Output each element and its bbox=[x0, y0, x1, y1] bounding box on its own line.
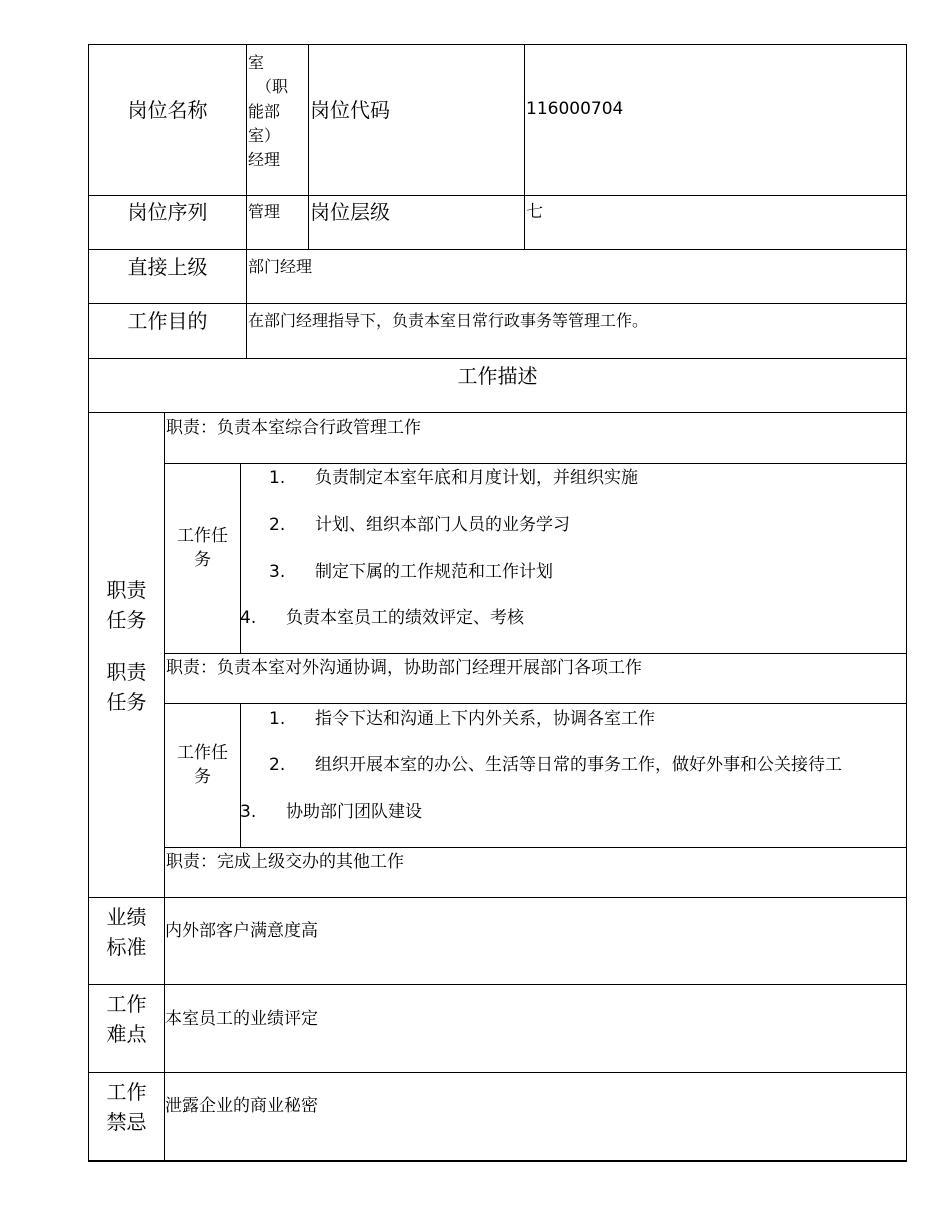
level-value: 七 bbox=[526, 202, 543, 222]
duty-section-label: 职责 任务 bbox=[106, 578, 147, 632]
duty-title: 职责：负责本室综合行政管理工作 bbox=[166, 418, 421, 438]
row-divider bbox=[164, 653, 907, 654]
post-name-label: 岗位名称 bbox=[127, 98, 208, 122]
table-border-right bbox=[906, 44, 907, 1162]
task-item: 1. 负责制定本室年底和月度计划，并组织实施 bbox=[269, 468, 638, 488]
task-label: 工作任 务 bbox=[177, 526, 228, 570]
row-divider bbox=[88, 303, 907, 304]
post-name-value: 室 （职 能部 室） 经理 bbox=[248, 53, 289, 170]
row-divider bbox=[88, 358, 907, 359]
row-divider bbox=[88, 984, 907, 985]
duty-section-label: 职责 任务 bbox=[106, 660, 147, 714]
row-divider bbox=[164, 847, 907, 848]
performance-label: 业绩 标准 bbox=[106, 905, 147, 959]
post-code-value: 116000704 bbox=[526, 99, 624, 119]
row-divider bbox=[164, 463, 907, 464]
prohibition-label: 工作 禁忌 bbox=[106, 1080, 147, 1134]
superior-label: 直接上级 bbox=[127, 255, 208, 279]
purpose-label: 工作目的 bbox=[127, 309, 208, 333]
duty-title: 职责：完成上级交办的其他工作 bbox=[166, 852, 404, 872]
purpose-value: 在部门经理指导下，负责本室日常行政事务等管理工作。 bbox=[248, 311, 649, 330]
task-item: 2. 计划、组织本部门人员的业务学习 bbox=[269, 515, 570, 535]
task-label: 工作任 务 bbox=[177, 743, 228, 787]
level-label: 岗位层级 bbox=[310, 200, 390, 224]
sequence-value: 管理 bbox=[248, 202, 281, 221]
task-item: 3. 协助部门团队建设 bbox=[240, 802, 422, 822]
col-divider bbox=[246, 44, 247, 359]
prohibition-value: 泄露企业的商业秘密 bbox=[165, 1096, 318, 1116]
difficulty-value: 本室员工的业绩评定 bbox=[165, 1009, 318, 1029]
performance-value: 内外部客户满意度高 bbox=[165, 921, 318, 941]
task-item: 4. 负责本室员工的绩效评定、考核 bbox=[240, 608, 524, 628]
difficulty-label: 工作 难点 bbox=[106, 992, 147, 1046]
description-title: 工作描述 bbox=[457, 364, 538, 388]
table-border-bottom bbox=[88, 1160, 907, 1162]
col-divider bbox=[240, 703, 241, 848]
sequence-label: 岗位序列 bbox=[127, 200, 208, 224]
row-divider bbox=[164, 703, 907, 704]
row-divider bbox=[88, 1072, 907, 1073]
superior-value: 部门经理 bbox=[248, 257, 313, 276]
table-border-top bbox=[88, 44, 907, 45]
col-divider bbox=[524, 44, 525, 250]
post-code-label: 岗位代码 bbox=[310, 98, 390, 122]
col-divider bbox=[308, 44, 309, 250]
row-divider bbox=[88, 897, 907, 898]
task-item: 2. 组织开展本室的办公、生活等日常的事务工作，做好外事和公关接待工 bbox=[269, 755, 842, 775]
row-divider bbox=[88, 195, 907, 196]
duty-title: 职责：负责本室对外沟通协调，协助部门经理开展部门各项工作 bbox=[166, 658, 642, 678]
task-item: 1. 指令下达和沟通上下内外关系，协调各室工作 bbox=[269, 709, 655, 729]
row-divider bbox=[88, 249, 907, 250]
task-item: 3. 制定下属的工作规范和工作计划 bbox=[269, 562, 553, 582]
row-divider bbox=[88, 412, 907, 413]
